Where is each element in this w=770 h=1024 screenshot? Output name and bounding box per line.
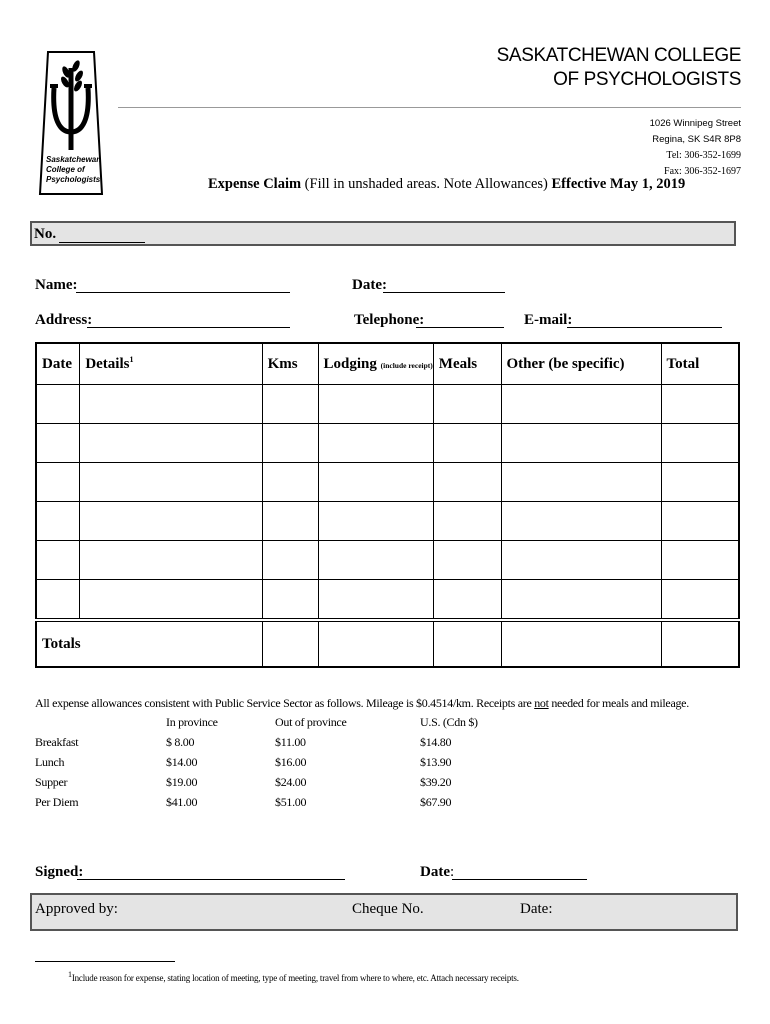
email-label: E-mail: [524,312,573,328]
signed-label: Signed: [35,864,84,880]
col-header-details [80,343,262,385]
footnote-marker: 1 [68,970,72,979]
cell-other[interactable] [501,502,661,541]
allowance-value: $41.00 [166,795,198,809]
cell-meals[interactable] [433,424,501,463]
telephone-label: Telephone: [354,312,425,328]
cell-total-lodging[interactable] [318,620,433,667]
cell-date[interactable] [36,580,80,621]
cell-other[interactable] [501,385,661,424]
allowance-value: $51.00 [275,795,307,809]
cell-total-other[interactable] [501,620,661,667]
table-row [36,385,739,424]
name-field[interactable] [76,292,290,293]
cell-lodging[interactable] [318,424,433,463]
address-label: Address: [35,312,93,328]
allowances-intro [35,696,689,711]
cell-date[interactable] [36,502,80,541]
approval-date-label: Date: [520,901,553,917]
allowances-intro-text: All expense allowances consistent with Public Service Sector as follows. Mileage is $0.4514/km. Receipts are [35,696,535,710]
col-header-other [501,343,661,385]
table-header-row [36,343,739,385]
allowance-row-label: Breakfast [35,735,79,749]
cell-total-kms[interactable] [262,620,318,667]
organization-name [497,44,741,92]
details-footnote-marker: 1 [129,355,134,364]
org-name-line1: SASKATCHEWAN COLLEGE [496,45,741,66]
logo-text-line1: Saskatchewan [46,155,102,164]
table-row [36,463,739,502]
cell-lodging[interactable] [318,463,433,502]
totals-label-cell [36,620,262,667]
cell-kms[interactable] [262,463,318,502]
cell-details[interactable] [80,463,262,502]
cell-lodging[interactable] [318,385,433,424]
allowance-value: $24.00 [275,775,307,789]
cell-details[interactable] [80,385,262,424]
cell-date[interactable] [36,424,80,463]
allowance-value: $ 8.00 [166,735,195,749]
org-name-line2: OF PSYCHOLOGISTS [553,69,741,90]
allowance-value: $67.90 [420,795,452,809]
signature-date-field[interactable] [452,879,587,880]
table-row [36,580,739,621]
totals-label: Totals [42,635,81,652]
col-header-details-text: Details [85,356,130,372]
cell-details[interactable] [80,424,262,463]
cell-date[interactable] [36,541,80,580]
cell-meals[interactable] [433,541,501,580]
cheque-no-label: Cheque No. [352,901,424,917]
form-title-note: (Fill in unshaded areas. Note Allowances) [301,176,552,192]
col-header-date-text: Date [42,355,72,372]
cell-other[interactable] [501,463,661,502]
cell-kms[interactable] [262,385,318,424]
approved-by-label: Approved by: [35,901,118,917]
cell-details[interactable] [80,541,262,580]
date-label: Date: [352,277,387,293]
allowance-col-out-province: Out of province [275,715,347,729]
cell-kms[interactable] [262,502,318,541]
address-tel: Tel: 306-352-1699 [666,150,741,161]
allowance-row-label: Supper [35,775,68,789]
lodging-note: (include receipt) [380,360,433,370]
cell-total[interactable] [661,385,739,424]
col-header-lodging-text: Lodging [323,355,377,372]
footnote [68,970,519,983]
logo-text-line3: Psychologists [46,175,101,184]
cell-lodging[interactable] [318,580,433,621]
cell-date[interactable] [36,385,80,424]
cell-meals[interactable] [433,580,501,621]
cell-total[interactable] [661,580,739,621]
allowance-value: $19.00 [166,775,198,789]
form-title-effective: Effective May 1, 2019 [551,176,686,192]
cell-meals[interactable] [433,385,501,424]
address-field[interactable] [87,327,290,328]
expense-table [35,342,740,668]
date-field[interactable] [383,292,505,293]
allowance-value: $11.00 [275,735,306,749]
allowance-row-label: Per Diem [35,795,79,809]
cell-lodging[interactable] [318,502,433,541]
cell-meals[interactable] [433,463,501,502]
cell-date[interactable] [36,463,80,502]
cell-total[interactable] [661,541,739,580]
allowance-value: $16.00 [275,755,307,769]
col-header-date [36,343,80,385]
col-header-kms [262,343,318,385]
address-fax: Fax: 306-352-1697 [664,166,741,177]
header-divider [118,107,741,108]
allowance-col-in-province: In province [166,715,218,729]
footnote-divider [35,961,175,962]
cell-details[interactable] [80,502,262,541]
claim-number-line[interactable] [59,242,145,243]
cell-grand-total[interactable] [661,620,739,667]
claim-number-label: No. [34,226,57,242]
claim-number-field[interactable] [34,226,56,243]
name-label: Name: [35,277,78,293]
cell-meals[interactable] [433,502,501,541]
cell-other[interactable] [501,541,661,580]
allowance-row-label: Lunch [35,755,65,769]
signature-field[interactable] [77,879,345,880]
psi-logo-icon [38,50,104,196]
signature-date-label [420,864,454,881]
col-header-kms-text: Kms [267,355,298,372]
form-title [208,176,685,193]
allowance-col-us: U.S. (Cdn $) [420,715,478,729]
org-address [650,116,741,180]
cell-kms[interactable] [262,424,318,463]
cell-lodging[interactable] [318,541,433,580]
col-header-total-text: Total [666,355,700,372]
cell-other[interactable] [501,580,661,621]
allowance-value: $39.20 [420,775,452,789]
email-field[interactable] [567,327,722,328]
form-title-main: Expense Claim [208,176,302,192]
cell-details[interactable] [80,580,262,621]
col-header-lodging [318,343,433,385]
totals-row [36,620,739,667]
table-row [36,502,739,541]
allowance-value: $13.90 [420,755,452,769]
cell-kms[interactable] [262,541,318,580]
allowance-value: $14.00 [166,755,198,769]
cell-kms[interactable] [262,580,318,621]
logo-text-line2: College of [46,165,85,174]
allowances-intro-text-end: needed for meals and mileage. [548,696,689,710]
signature-date-label-text: Date [420,864,450,880]
cell-other[interactable] [501,424,661,463]
address-city: Regina, SK S4R 8P8 [652,134,741,145]
signature-date-colon: : [450,864,455,880]
col-header-other-text: Other (be specific) [506,355,625,372]
table-row [36,424,739,463]
allowance-value: $14.80 [420,735,452,749]
address-street: 1026 Winnipeg Street [649,118,741,129]
allowances-intro-not: not [534,696,549,710]
table-row [36,541,739,580]
cell-total-meals[interactable] [433,620,501,667]
col-header-meals-text: Meals [438,355,478,372]
footnote-text: Include reason for expense, stating location of meeting, type of meeting, travel from where to where, etc. Attach necessary receipts. [71,973,519,983]
col-header-total [661,343,739,385]
cell-total[interactable] [661,463,739,502]
telephone-field[interactable] [416,327,504,328]
col-header-meals [433,343,501,385]
cell-total[interactable] [661,502,739,541]
cell-total[interactable] [661,424,739,463]
college-logo [38,50,104,196]
